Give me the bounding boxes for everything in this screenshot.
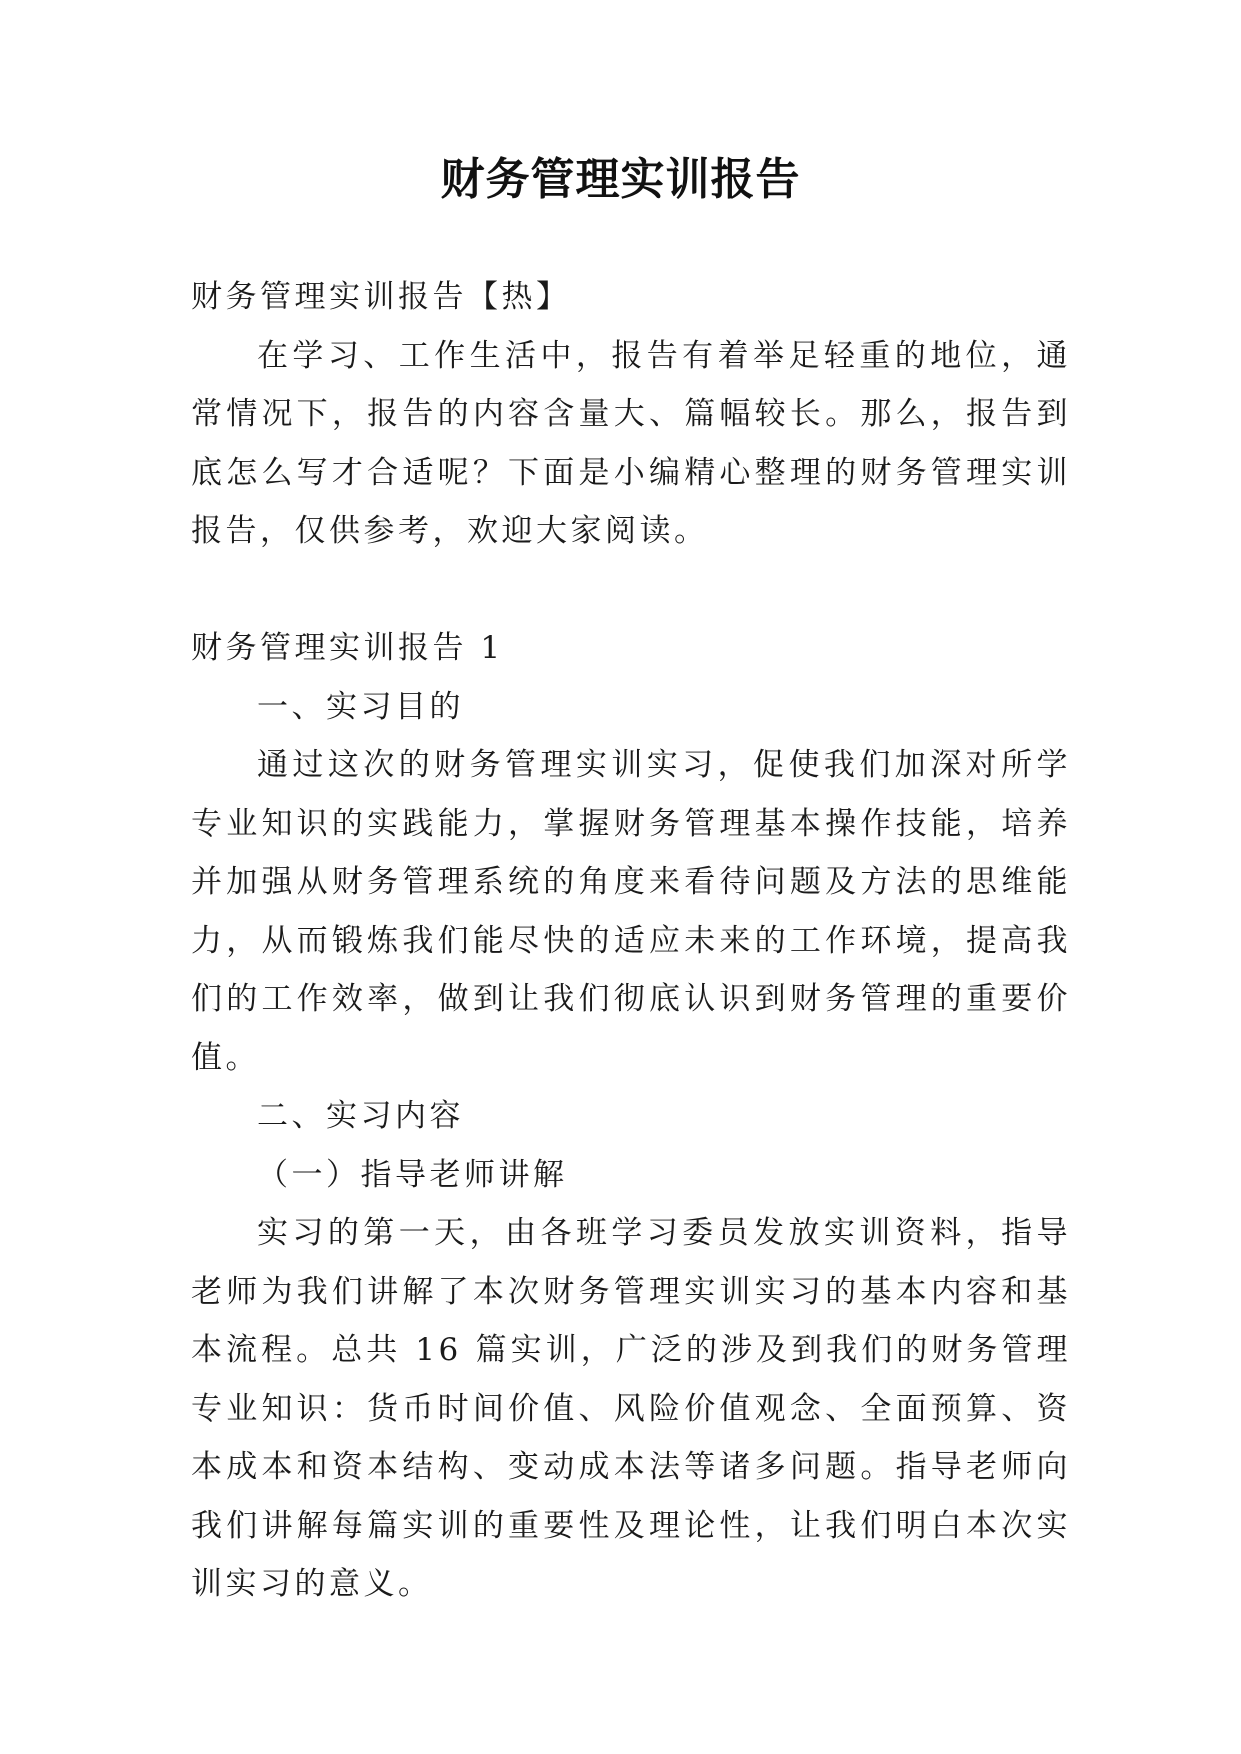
subheading-teacher: （一）指导老师讲解 (257, 1156, 568, 1193)
heading-content: 二、实习内容 (257, 1098, 464, 1134)
intro-paragraph: 在学习、工作生活中，报告有着举足轻重的地位，通常情况下，报告的内容含量大、篇幅较长。那么，报告到底怎么写才合适呢？下面是小编精心整理的财务管理实训报告，仅供参考，欢迎大家阅读。 (191, 337, 1071, 549)
teacher-paragraph: 实习的第一天，由各班学习委员发放实训资料，指导老师为我们讲解了本次财务管理实训实习的基本内容和基本流程。总共 16 篇实训，广泛的涉及到我们的财务管理专业知识：货币时间价值、风险价值观念、全面预算、资本成本和资本结构、变动成本法等诸多问题。指导老师向我们讲解每篇实训的重要性及理论性，让我们明白本次实训实习的意义。 (191, 1215, 1071, 1602)
heading-purpose: 一、实习目的 (257, 688, 464, 725)
blank-line (191, 561, 1071, 620)
document-subtitle: 财务管理实训报告【热】 (191, 279, 571, 315)
purpose-paragraph: 通过这次的财务管理实训实习，促使我们加深对所学专业知识的实践能力，掌握财务管理基本操作技能，培养并加强从财务管理系统的角度来看待问题及方法的思维能力，从而锻炼我们能尽快的适应未来的工作环境，提高我们的工作效率，做到让我们彻底认识到财务管理的重要价值。 (191, 747, 1071, 1076)
document-title: 财务管理实训报告 (440, 154, 801, 205)
document-body (191, 268, 1071, 1614)
section-title: 财务管理实训报告 1 (191, 630, 504, 666)
